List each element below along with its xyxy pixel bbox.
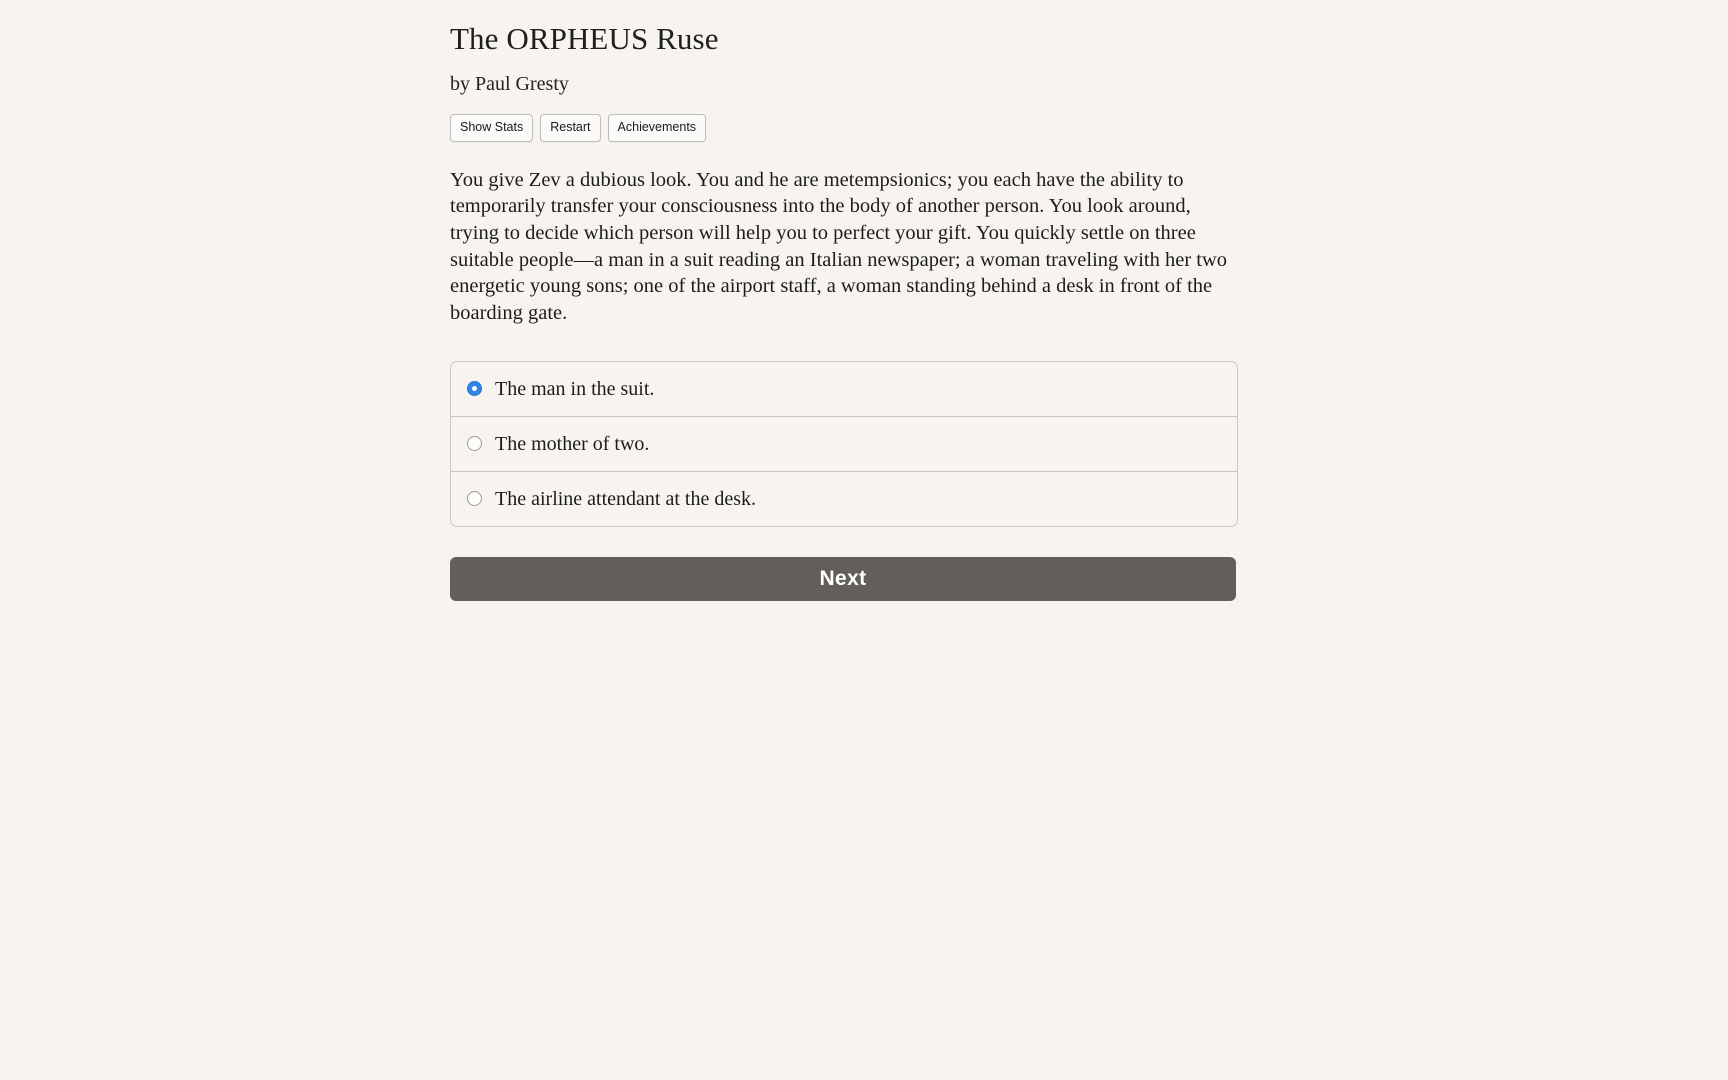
story-text: You give Zev a dubious look. You and he are metempsionics; you each have the ability to temporarily transfer your consciousness into the body of another person. You look around, trying to decide which person will help you to perfect your gift. You quickly settle on three suitable people—a man in a suit reading an Italian newspaper; a woman traveling with her two energetic young sons; one of the airport staff, a woman standing behind a desk in front of the boarding gate. xyxy=(450,168,1228,324)
choice-label: The mother of two. xyxy=(495,432,650,455)
choice-label: The airline attendant at the desk. xyxy=(495,487,757,510)
radio-icon[interactable] xyxy=(467,381,482,396)
choice-label: The man in the suit. xyxy=(495,377,655,400)
list-item[interactable] xyxy=(451,417,1237,472)
content-column xyxy=(450,0,1270,601)
radio-icon[interactable] xyxy=(467,491,482,506)
choice-list xyxy=(450,361,1238,527)
toolbar xyxy=(450,114,1270,142)
radio-icon[interactable] xyxy=(467,436,482,451)
list-item[interactable] xyxy=(451,362,1237,417)
list-item[interactable] xyxy=(451,472,1237,526)
game-author: by Paul Gresty xyxy=(450,73,569,96)
show-stats-button[interactable]: Show Stats xyxy=(450,114,533,142)
next-button[interactable]: Next xyxy=(450,557,1236,601)
page-title: The ORPHEUS Ruse xyxy=(450,21,719,56)
restart-button[interactable]: Restart xyxy=(540,114,600,142)
achievements-button[interactable]: Achievements xyxy=(608,114,707,142)
